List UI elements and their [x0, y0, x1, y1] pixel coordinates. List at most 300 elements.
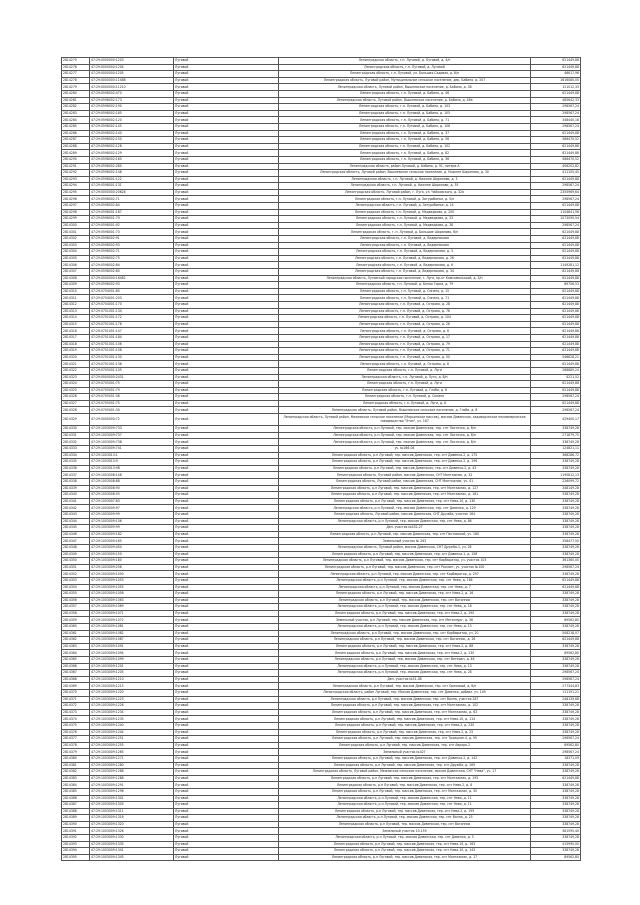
table-row	[62, 374, 581, 381]
locality-cell: Луговой	[174, 472, 279, 479]
locality-cell: Луговой	[174, 407, 279, 414]
cadastral-value-cell: 621449,88	[531, 301, 581, 308]
cadastral-value-cell: 621449,88	[531, 236, 581, 243]
table-row	[62, 282, 581, 289]
cadastral-value-cell: 298567,24	[531, 564, 581, 571]
cadastral-value-cell: 288889,24	[531, 367, 581, 374]
address-cell: Ленинградская область, Луговой район, Межевское сельское поселение (Марьинское массив), массив Дивенская, садоводческое некоммерческое товарищество "Этап", уч. 187	[279, 414, 531, 426]
cadastral-value-cell: 298567,24	[531, 676, 581, 683]
cadastral-number-cell: 47:29:0598002:165	[90, 156, 174, 163]
row-number-cell: 2814384	[62, 782, 90, 789]
table-row	[62, 571, 581, 578]
cadastral-value-cell: 89562,80	[531, 742, 581, 749]
locality-cell: Луговой	[174, 650, 279, 657]
address-cell: Ленинградская область, р-н Луговой, тер. массив Дивенская, тер. снт Пестовский, уч. 180	[279, 531, 531, 538]
cadastral-number-cell: 47:29:0701001:176	[90, 321, 174, 328]
cadastral-number-cell: 47:29:0598002:93	[90, 242, 174, 249]
cadastral-number-cell: 47:29:0598002:140	[90, 130, 174, 137]
cadastral-number-cell: 47:29:0705001:36	[90, 394, 174, 401]
table-row	[62, 492, 581, 499]
address-cell: Ден. участок №51-08	[279, 676, 531, 683]
cadastral-value-cell: 338749,28	[531, 782, 581, 789]
locality-cell: Луговой	[174, 670, 279, 677]
table-row	[62, 848, 581, 855]
table-row	[62, 538, 581, 545]
cadastral-value-cell: 338749,28	[531, 525, 581, 532]
table-row	[62, 630, 581, 637]
cadastral-value-cell: 298567,24	[531, 196, 581, 203]
row-number-cell: 2814368	[62, 676, 90, 683]
row-number-cell: 2814385	[62, 788, 90, 795]
address-cell: Ленинградская область, р-н Луговой, тер. массив Дивенская, тер. снт Монтажник, д. 102	[279, 703, 531, 710]
cadastral-value-cell: 338749,28	[531, 703, 581, 710]
cadastral-value-cell: 621449,88	[531, 348, 581, 355]
table-row	[62, 150, 581, 157]
row-number-cell: 2814289	[62, 150, 90, 157]
table-row	[62, 683, 581, 690]
row-number-cell: 2814328	[62, 407, 90, 414]
row-number-cell: 2814331	[62, 432, 90, 439]
locality-cell: Луговой	[174, 492, 279, 499]
table-row	[62, 104, 581, 111]
table-row	[62, 262, 581, 269]
cadastral-number-cell: 47:29:1003013:1	[90, 452, 174, 459]
table-row	[62, 564, 581, 571]
cadastral-number-cell: 47:29:1003009:1094	[90, 650, 174, 657]
address-cell: Ленинградская область, г.п. Луговой, д. Луговой, д. 4/н	[279, 58, 531, 65]
cadastral-number-cell: 47:29:0598002:84	[90, 203, 174, 210]
address-cell: Ленинградская область, г.п. Луговой, д. Ведерникова	[279, 242, 531, 249]
address-cell: Ленинградская область, р-н Луговой, тер. массив Дивенская, тер. снт Нева-2, д. 8	[279, 782, 531, 789]
address-cell: Ленинградская область, г.п. Луговой, д. Бабино, д. 71	[279, 117, 531, 124]
table-row	[62, 255, 581, 262]
row-number-cell: 2814317	[62, 334, 90, 341]
address-cell: Ленинградская область, г.п. Луговой, д. Луги	[279, 381, 531, 388]
address-cell: Ден. участок №432-27	[279, 525, 531, 532]
cadastral-value-cell: 621449,88	[531, 775, 581, 782]
locality-cell: Луговой	[174, 104, 279, 111]
cadastral-value-cell: 338749,28	[531, 848, 581, 855]
row-number-cell: 2814333	[62, 446, 90, 453]
table-row	[62, 249, 581, 256]
cadastral-value-cell: 89562,80	[531, 650, 581, 657]
row-number-cell: 2814361	[62, 630, 90, 637]
cadastral-value-cell: 46617,96	[531, 71, 581, 78]
cadastral-value-cell: 508218,07	[531, 630, 581, 637]
row-number-cell: 2814329	[62, 414, 90, 426]
address-cell: Ленинградская область, р-н Луговой, тер. массив Дивенская, тер. снт Ласточка, д. б/н	[279, 432, 531, 439]
cadastral-value-cell: 621449,88	[531, 334, 581, 341]
cadastral-value-cell: 338749,28	[531, 551, 581, 558]
cadastral-value-cell: 298567,24	[531, 749, 581, 756]
cadastral-number-cell: 47:29:1003009:1055	[90, 584, 174, 591]
table-row	[62, 525, 581, 532]
locality-cell: Луговой	[174, 64, 279, 71]
address-cell: Ленинградская область, р-н Луговой, тер. массив Дивенская, тер. снт Нева-2, д. 25	[279, 729, 531, 736]
cadastral-number-cell: 47:29:1003009:1099	[90, 657, 174, 664]
locality-cell: Луговой	[174, 117, 279, 124]
cadastral-value-cell: 621449,88	[531, 58, 581, 65]
row-number-cell: 2814302	[62, 236, 90, 243]
address-cell: Ленинградская область, р-н Луговой, тер. массив Дивенская, тер. снт Нева-10, д. 143	[279, 848, 531, 855]
address-cell: Ленинградская область, р-н Луговой, тер. массив Дивенская, тер. снт Карбюратор, уч. участок 103	[279, 558, 531, 565]
table-row	[62, 828, 581, 835]
cadastral-number-cell: 47:29:0598002:128	[90, 143, 174, 150]
table-row	[62, 663, 581, 670]
cadastral-value-cell: 338749,28	[531, 465, 581, 472]
locality-cell: Луговой	[174, 262, 279, 269]
cadastral-value-cell: 338749,28	[531, 835, 581, 842]
table-row	[62, 769, 581, 776]
cadastral-number-cell: 47:29:1003009:454	[90, 544, 174, 551]
locality-cell: Луговой	[174, 334, 279, 341]
cadastral-number-cell: 47:29:1003009:99	[90, 525, 174, 532]
row-number-cell: 2814332	[62, 439, 90, 446]
table-row	[62, 795, 581, 802]
locality-cell: Луговой	[174, 282, 279, 289]
table-row	[62, 170, 581, 177]
cadastral-value-cell: 89562,80	[531, 854, 581, 861]
locality-cell: Луговой	[174, 558, 279, 565]
locality-cell: Луговой	[174, 835, 279, 842]
table-row	[62, 518, 581, 525]
cadastral-number-cell: 47:29:0705001:105	[90, 367, 174, 374]
cadastral-value-cell: 338749,28	[531, 663, 581, 670]
cadastral-value-cell: 429400,17	[531, 414, 581, 426]
address-cell: Ленинградская область, р-н Луговой, тер. массив Дивенская, тер. снт Вагонник, д. 26	[279, 637, 531, 644]
locality-cell: Луговой	[174, 617, 279, 624]
row-number-cell: 2814284	[62, 117, 90, 124]
row-number-cell: 2814299	[62, 216, 90, 223]
address-cell: Ленинградская область, Луговой район, Муниципальное сельское поселение, дер. Бабино, д. 207	[279, 77, 531, 84]
row-number-cell: 2814390	[62, 821, 90, 828]
locality-cell: Луговой	[174, 591, 279, 598]
cadastral-number-cell: 47:29:1003009:1291	[90, 782, 174, 789]
table-row	[62, 505, 581, 512]
address-cell: Ленинградская область, р-н Луговой, тер. массив Дивенская, тер. снт Вагонник	[279, 821, 531, 828]
address-cell: Ленинградская область, г.п. Луговой, д. Острово, д. 79	[279, 341, 531, 348]
locality-cell: Луговой	[174, 511, 279, 518]
cadastral-number-cell: 47:29:0598001:122	[90, 176, 174, 183]
locality-cell: Луговой	[174, 630, 279, 637]
cadastral-value-cell: 298567,24	[531, 123, 581, 130]
locality-cell: Луговой	[174, 676, 279, 683]
address-cell: Ленинградская область, Луговой район, массив Дивенская, СНТ Дружба-1, уч. 28	[279, 544, 531, 551]
table-row	[62, 604, 581, 611]
cadastral-value-cell: 621449,88	[531, 242, 581, 249]
address-cell: Ленинградская область, Луговой район, Вышневское поселение, д. Бабино, д. 48а	[279, 97, 531, 104]
row-number-cell: 2814341	[62, 498, 90, 505]
row-number-cell: 2814314	[62, 315, 90, 322]
table-row	[62, 670, 581, 677]
table-row	[62, 189, 581, 196]
cadastral-value-cell: 621449,88	[531, 90, 581, 97]
locality-cell: Луговой	[174, 130, 279, 137]
locality-cell: Луговой	[174, 354, 279, 361]
cadastral-value-cell: 338749,28	[531, 610, 581, 617]
address-cell: Ленинградская область, г.п. Луговой, д. Ведерникова, д. 6	[279, 262, 531, 269]
table-row	[62, 137, 581, 144]
cadastral-number-cell: 47:29:1003009:1072	[90, 617, 174, 624]
cadastral-value-cell: 1190812,13	[531, 472, 581, 479]
locality-cell: Луговой	[174, 564, 279, 571]
table-row	[62, 472, 581, 479]
cadastral-value-cell: 18371,09	[531, 755, 581, 762]
cadastral-number-cell: 47:29:1003009:1311	[90, 808, 174, 815]
cadastral-number-cell: 47:29:0705001:75	[90, 400, 174, 407]
locality-cell: Луговой	[174, 624, 279, 631]
address-cell: Ленинградская область, р-н Луговой, тер. массив Дивенская, тер. снт Нева, д. 13	[279, 663, 531, 670]
cadastral-value-cell: 1149281,12	[531, 262, 581, 269]
table-row	[62, 690, 581, 697]
locality-cell: Луговой	[174, 722, 279, 729]
address-cell: Ленинградская область, р-н Луговой, тер. массив Дивенская, тер. снт Карбюратор, д. 297	[279, 571, 531, 578]
cadastral-number-cell: 47:29:1003009:1305	[90, 802, 174, 809]
cadastral-value-cell: 338749,28	[531, 802, 581, 809]
row-number-cell: 2814348	[62, 544, 90, 551]
cadastral-number-cell: 47:29:1003009:1286	[90, 769, 174, 776]
locality-cell: Луговой	[174, 242, 279, 249]
row-number-cell: 2814281	[62, 97, 90, 104]
row-number-cell: 2814387	[62, 802, 90, 809]
cadastral-number-cell: 47:29:0705001:30	[90, 407, 174, 414]
locality-cell: Луговой	[174, 643, 279, 650]
address-cell: Ленинградская область, Луговой район, г. Луга, ул. Чайковского, д. 32а	[279, 189, 531, 196]
cadastral-value-cell: 621449,88	[531, 381, 581, 388]
table-row	[62, 722, 581, 729]
cadastral-number-cell: 47:29:0704001:170	[90, 301, 174, 308]
address-cell: Ленинградская область, р-н Луговой, тер. массив Дивенская, тер. снт Нева-2, д. 230	[279, 722, 531, 729]
table-row	[62, 84, 581, 91]
locality-cell: Луговой	[174, 176, 279, 183]
address-cell: Ленинградская область, г.п. Луговой, д. Луги, д. 8	[279, 400, 531, 407]
locality-cell: Луговой	[174, 58, 279, 65]
row-number-cell: 2814394	[62, 848, 90, 855]
address-cell: Ленинградская область, р-н Луговой, тер. массив Дивенская, тер. снт Дивенка, д. 3	[279, 835, 531, 842]
table-row	[62, 321, 581, 328]
cadastral-number-cell: 47:29:0598002:120	[90, 117, 174, 124]
table-row	[62, 176, 581, 183]
cadastral-number-cell: 47:29:1003009:1244	[90, 729, 174, 736]
cadastral-number-cell: 47:29:0598002:75	[90, 255, 174, 262]
address-cell: Ленинградская область, г.п. Луговой, д. Нижнее Шарапово, д. 3	[279, 176, 531, 183]
cadastral-value-cell: 338749,28	[531, 544, 581, 551]
cadastral-number-cell: 47:29:0598002:173	[90, 97, 174, 104]
locality-cell: Луговой	[174, 663, 279, 670]
locality-cell: Луговой	[174, 577, 279, 584]
row-number-cell: 2814374	[62, 716, 90, 723]
cadastral-number-cell: 47:29:0000000:1204	[90, 64, 174, 71]
address-cell: Ленинградская область, р-н Луговой, тер. массив Дивенская, тер. снт Волна, участок 287	[279, 696, 531, 703]
table-row	[62, 183, 581, 190]
cadastral-value-cell: 111191,21	[531, 690, 581, 697]
address-cell: Ленинградская область, г.п. Луговой, д. Острово, д. 8	[279, 361, 531, 368]
address-cell: Ленинградская область, р-н Луговой, тер. массив Дивенская, тер. снт Нева, д. 28	[279, 670, 531, 677]
table-row	[62, 143, 581, 150]
locality-cell: Луговой	[174, 782, 279, 789]
cadastral-number-cell: 47:29:1003009:1220	[90, 690, 174, 697]
cadastral-value-cell: 338749,28	[531, 511, 581, 518]
table-row	[62, 58, 581, 65]
row-number-cell: 2814294	[62, 183, 90, 190]
cadastral-value-cell: 338749,28	[531, 795, 581, 802]
cadastral-number-cell: 47:29:1003008:55	[90, 492, 174, 499]
locality-cell: Луговой	[174, 394, 279, 401]
row-number-cell: 2814379	[62, 749, 90, 756]
address-cell: Ленинградская область, г.п. Луговой, д. Острово, д. 6	[279, 328, 531, 335]
cadastral-number-cell: 47:29:1003009:1330	[90, 835, 174, 842]
table-row	[62, 788, 581, 795]
row-number-cell: 2814286	[62, 130, 90, 137]
cadastral-number-cell: 47:29:1003009:97	[90, 505, 174, 512]
cadastral-value-cell: 338749,28	[531, 788, 581, 795]
cadastral-number-cell: 47:29:0598002:145	[90, 123, 174, 130]
address-cell: Ленинградская область, г.п. Луговой, д. Бабино, д. 106	[279, 123, 531, 130]
row-number-cell: 2814353	[62, 577, 90, 584]
row-number-cell: 2814323	[62, 374, 90, 381]
row-number-cell: 2814386	[62, 795, 90, 802]
locality-cell: Луговой	[174, 795, 279, 802]
cadastral-value-cell: 4221,52	[531, 374, 581, 381]
cadastral-number-cell: 47:29:1003009:1251	[90, 736, 174, 743]
cadastral-number-cell: 47:29:1003009:1335	[90, 841, 174, 848]
cadastral-number-cell: 47:29:0701001:136	[90, 361, 174, 368]
cadastral-value-cell: 338749,28	[531, 769, 581, 776]
row-number-cell: 2814352	[62, 571, 90, 578]
row-number-cell: 2814326	[62, 394, 90, 401]
cadastral-value-cell: 89756,53	[531, 282, 581, 289]
address-cell: Ленинградская область, Луговой район, массив Дивенская, СНТ Монтажник, уч. 41	[279, 479, 531, 486]
address-cell: Ленинградская область, р-н Луговой, тер. массив Дивенская, тер. снт Дивенка-2, д. 196	[279, 459, 531, 466]
cadastral-number-cell: 47:29:1003009:1316	[90, 815, 174, 822]
address-cell: Ленинградская область, р-н Луговой, тер. массив Дивенская, тер. снт Карбюратор, уч. 20	[279, 630, 531, 637]
table-row	[62, 156, 581, 163]
locality-cell: Луговой	[174, 696, 279, 703]
address-cell: Ленинградская область, р-н Луговой, тер. массив Дивенская, тер. снт Монтажник, д. 193	[279, 775, 531, 782]
cadastral-number-cell: 47:29:0000000:1203	[90, 58, 174, 65]
cadastral-value-cell: 338749,28	[531, 821, 581, 828]
row-number-cell: 2814307	[62, 269, 90, 276]
cadastral-number-cell: 47:29:1003009:1235	[90, 716, 174, 723]
address-cell: Ленинградская область, г.п. Луговой, д. Сонино	[279, 394, 531, 401]
cadastral-value-cell: 415990,00	[531, 841, 581, 848]
cadastral-number-cell: 47:29:0701001:172	[90, 315, 174, 322]
row-number-cell: 2814393	[62, 841, 90, 848]
locality-cell: Луговой	[174, 531, 279, 538]
cadastral-value-cell: 621449,88	[531, 288, 581, 295]
row-number-cell: 2814355	[62, 591, 90, 598]
address-cell: Ленинградская область, р-н Луговой, тер. массив Дивенская, тер. снт Рассвет, уч. участок №100	[279, 564, 531, 571]
cadastral-number-cell: 47:29:0598002:80	[90, 269, 174, 276]
locality-cell: Луговой	[174, 459, 279, 466]
row-number-cell: 2814275	[62, 58, 90, 65]
row-number-cell: 2814321	[62, 361, 90, 368]
table-row	[62, 222, 581, 229]
table-row	[62, 624, 581, 631]
address-cell: Ленинградская область, г.п. Луговой, д. Бабино, д. 36	[279, 156, 531, 163]
table-row	[62, 657, 581, 664]
row-number-cell: 2814347	[62, 538, 90, 545]
cadastral-value-cell: 621449,88	[531, 387, 581, 394]
cadastral-number-cell: 47:29:1003009:1063	[90, 597, 174, 604]
table-row	[62, 716, 581, 723]
cadastral-value-cell: 338749,28	[531, 531, 581, 538]
cadastral-number-cell: 47:29:1003009:1271	[90, 755, 174, 762]
row-number-cell: 2814370	[62, 690, 90, 697]
table-row	[62, 643, 581, 650]
cadastral-value-cell: 298567,24	[531, 407, 581, 414]
locality-cell: Луговой	[174, 584, 279, 591]
table-row	[62, 815, 581, 822]
address-cell: Ленинградская область, р-н Луговой, тер. массив Дивенская, тер. снт Нева-10, д. 130	[279, 498, 531, 505]
table-row	[62, 558, 581, 565]
address-cell: Ленинградская область, р-н Луговой, тер. массив Дивенская, тер. снт Вагонник	[279, 597, 531, 604]
cadastral-number-cell: 47:29:1003009:1071	[90, 610, 174, 617]
address-cell: Ленинградская область, р-н Луговой, тер. массив Дивенская, тер. снт Нева-2, д. 16	[279, 591, 531, 598]
row-number-cell: 2814290	[62, 156, 90, 163]
table-row	[62, 498, 581, 505]
table-row	[62, 77, 581, 84]
table-row	[62, 426, 581, 433]
address-cell: Ленинградская область, г.п. Луговой, д. Бабино, д. 105	[279, 110, 531, 117]
cadastral-number-cell: 47:29:1003009:1288	[90, 775, 174, 782]
locality-cell: Луговой	[174, 308, 279, 315]
locality-cell: Луговой	[174, 123, 279, 130]
cadastral-value-cell: 271879,75	[531, 432, 581, 439]
row-number-cell: 2814327	[62, 400, 90, 407]
cadastral-value-cell: 411105,45	[531, 170, 581, 177]
cadastral-number-cell: 47:29:1003009:1240	[90, 722, 174, 729]
address-cell: Земельный участок 10-159	[279, 828, 531, 835]
cadastral-value-cell: 338749,28	[531, 716, 581, 723]
locality-cell: Луговой	[174, 315, 279, 322]
cadastral-value-cell: 406202,82	[531, 163, 581, 170]
table-row	[62, 544, 581, 551]
locality-cell: Луговой	[174, 110, 279, 117]
table-row	[62, 110, 581, 117]
locality-cell: Луговой	[174, 788, 279, 795]
cadastral-number-cell: 47:29:0598001:187	[90, 209, 174, 216]
table-row	[62, 637, 581, 644]
row-number-cell: 2814277	[62, 71, 90, 78]
locality-cell: Луговой	[174, 97, 279, 104]
address-cell: Ленинградская область, г.п. Луговой, д. Острово, д. 71	[279, 348, 531, 355]
table-row	[62, 736, 581, 743]
cadastral-value-cell: 338749,28	[531, 815, 581, 822]
address-cell: Ленинградская область, г.п. Луговой, д. Бабино, д. 82	[279, 150, 531, 157]
table-row	[62, 301, 581, 308]
address-cell: Ленинградская область, г.п. Луговой, д. Острово, д. 50	[279, 354, 531, 361]
locality-cell: Луговой	[174, 637, 279, 644]
row-number-cell: 2814336	[62, 465, 90, 472]
locality-cell: Луговой	[174, 498, 279, 505]
table-row	[62, 432, 581, 439]
address-cell: уч. №166-04	[279, 446, 531, 453]
table-row	[62, 591, 581, 598]
cadastral-value-cell: 298567,24	[531, 110, 581, 117]
table-row	[62, 130, 581, 137]
cadastral-number-cell: 47:29:0598001:79	[90, 216, 174, 223]
cadastral-number-cell: 47:29:0598002:146	[90, 170, 174, 177]
cadastral-number-cell: 47:29:0598001:131	[90, 183, 174, 190]
cadastral-number-cell: 47:29:1003009:1341	[90, 848, 174, 855]
address-cell: Ленинградская область, р-н Луговой, тер. массив Дивенская, тер. снт Нева, д. 18	[279, 604, 531, 611]
locality-cell: Луговой	[174, 295, 279, 302]
cadastral-number-cell: 47:29:0598002:71	[90, 196, 174, 203]
row-number-cell: 2814316	[62, 328, 90, 335]
locality-cell: Луговой	[174, 143, 279, 150]
locality-cell: Луговой	[174, 742, 279, 749]
